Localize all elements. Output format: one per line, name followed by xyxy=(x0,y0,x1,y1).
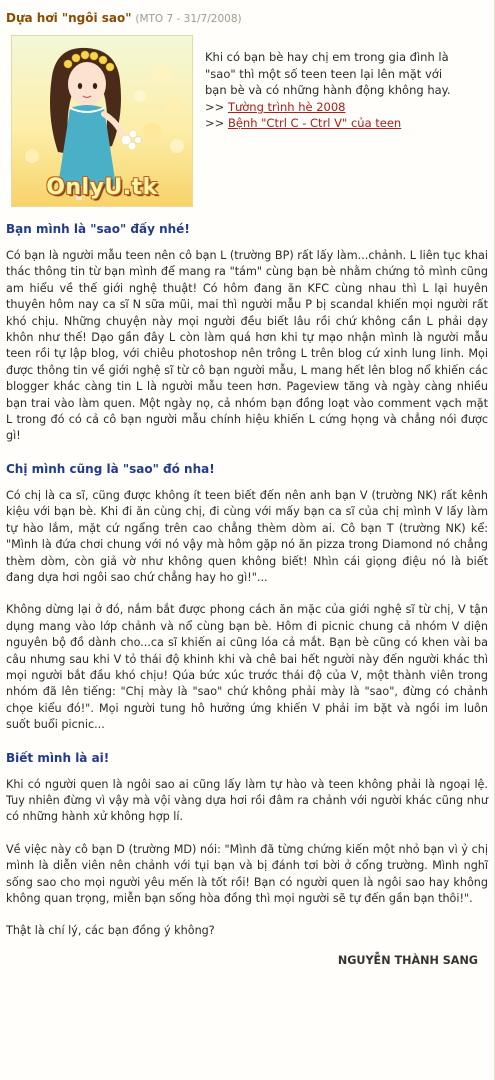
intro-text-block xyxy=(205,35,465,207)
article-meta: (MTO 7 - 31/7/2008) xyxy=(135,13,242,25)
related-link-ctrl-c[interactable]: Bệnh "Ctrl C - Ctrl V" của teen xyxy=(227,116,402,130)
section-paragraph: Có bạn là người mẫu teen nên cô bạn L (trường BP) rất lấy làm...chảnh. L liên tục khai thác thông tin từ bạn mình để mang ra "tám" cùng bạn bè nhằm chứng tỏ mình cũng am hiểu về thế giới nghệ thuật! Có hôm đang ăn KFC cùng nhau thì L lại huyên thuyên hôm nay ca sĩ N sữa mũi, mai thì người mẫu P bị scandal khiến mọi người rất khó chịu. Những chuyện này mọi người đều biết lâu rồi chứ không cần L phải dạy khôn như thế! Dạo gần đây L còn làm quá hơn khi tự mạo nhận mình là người mẫu teen rồi tự lập blog, với chiêu photoshop nên trông L trên blog cứ xinh lung linh. Mọi được thông tin về giới nghệ sĩ từ cô bạn người mẫu, L mang hết lên blog nổ khiến các blogger khác càng tin L là người mẫu teen hơn. Pageview tăng và ngày càng nhiều bạn trai vào làm quen. Một ngày nọ, cả nhóm bạn đồng loạt vào comment vạch mặt L trong đó có cả cô bạn người mẫu chính hiệu khiến L cứng họng và chẳng nói được gì! xyxy=(6,249,488,443)
section-3 xyxy=(6,750,488,940)
intro-summary: Khi có bạn bè hay chị em trong gia đình là "sao" thì một số teen teen lại lên mặt với bạn bè và có những hành động không hay. xyxy=(205,50,451,97)
section-1 xyxy=(6,221,488,445)
related-link-item xyxy=(205,115,465,132)
section-paragraph: Khi có người quen là ngôi sao ai cũng lấy làm tự hào và teen không phải là ngoại lệ. Tuy nhiên đừng vì vậy mà vội vàng dựa hơi rồi đâm ra chảnh với người khác cũng như có những hành xử không hợp lí. xyxy=(6,777,488,824)
related-link-prefix: >> xyxy=(205,116,225,130)
section-heading: Bạn mình là "sao" đấy nhé! xyxy=(6,222,190,236)
related-link-prefix: >> xyxy=(205,99,225,114)
section-2 xyxy=(6,461,488,734)
section-heading: Biết mình là ai! xyxy=(6,750,110,765)
section-paragraph: Thật là chí lý, các bạn đồng ý không? xyxy=(6,924,215,938)
image-caption: OnlyU.tk xyxy=(46,175,158,200)
section-heading: Chị mình cũng là "sao" đó nha! xyxy=(6,461,215,476)
related-link-item xyxy=(205,99,465,116)
related-link-tuong-trinh[interactable]: Tường trình hè 2008 xyxy=(227,99,346,114)
article-header xyxy=(6,10,488,27)
section-paragraph: Về việc này cô bạn D (trường MD) nói: "Mình đã từng chứng kiến một nhỏ bạn vì ỷ chị mình là diễn viên nên chảnh với tụi bạn và bị đánh tơi bời ở cổng trường. Mình nghĩ sống sao cho mọi người yêu mến là tốt rồi! Bạn có người quen là ngôi sao hay không không quan trọng, miễn bạn sống hòa đồng thì mọi người sẽ tự đến gần bạn thôi!". xyxy=(6,842,488,905)
related-links xyxy=(205,99,465,132)
article-image xyxy=(11,35,193,207)
author-name: NGUYỄN THÀNH SANG xyxy=(337,953,478,967)
intro-block xyxy=(6,35,488,207)
article-title: Dựa hơi "ngôi sao" xyxy=(6,11,132,25)
section-paragraph: Không dừng lại ở đó, nắm bắt được phong cách ăn mặc của giới nghệ sĩ từ chị, V tận dụng mang vào lớp chảnh và nổ cùng bạn bè. Hôm đi picnic chung cả nhóm V diện nguyên bộ đồ dành cho...ca sĩ khiến ai cũng lóa cả mắt. Bạn bè cũng có khen vài ba câu nhưng sau khi V tỏ thái độ khinh khi và chê bai hết người này đến người khác thì mọi người bắt đầu khó chịu! Qúa bức xúc trước thái độ của V, một thành viên trong nhóm đã lên tiếng: "Chị mày là "sao" chứ không phải mày là "sao", đừng có chảnh chọe kiểu đó!". Mọi người tung hô hưởng ứng khiến V phải im bặt và ngồi im luôn suốt buổi picnic... xyxy=(6,603,488,732)
section-paragraph: Có chị là ca sĩ, cũng được không ít teen biết đến nên anh bạn V (trường NK) rất kênh kiệu với bạn bè. Khi đi ăn cùng chị, đi cùng với mấy bạn ca sĩ của chị mình V lấy làm tự hào lắm, mặt cứ ngẩng trên cao chẳng thèm dòm ai. Cô bạn T (trường NK) kể: "Mình là đứa chơi chung với nó vậy mà hôm gặp nó ăn pizza trong Diamond nó chẳng thèm dòm, còn giả vờ như không quen không biết! Nhìn cái giọng điệu nó là biết đang dựa hơi ngôi sao chứ chẳng hay ho gì!"... xyxy=(6,488,488,584)
